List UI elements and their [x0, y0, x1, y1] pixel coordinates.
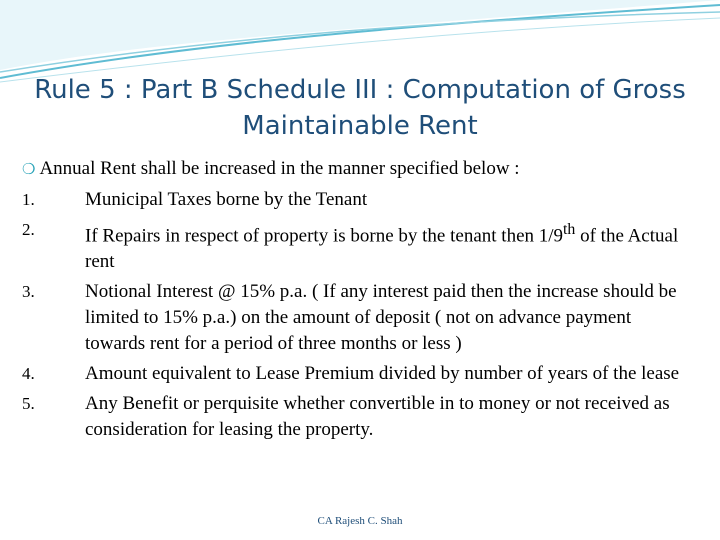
- list-item-number: 5.: [22, 394, 35, 414]
- list-item: [0, 187, 720, 213]
- list-item-number: 1.: [22, 190, 35, 209]
- intro-line: [22, 156, 702, 183]
- slide-title: Rule 5 : Part B Schedule III : Computation of Gross Maintainable Rent: [34, 75, 686, 141]
- list-item: [0, 279, 720, 357]
- list-item-number: 2.: [22, 220, 35, 239]
- list-item-text: Municipal Taxes borne by the Tenant: [85, 189, 368, 210]
- footer-author: CA Rajesh C. Shah: [317, 515, 403, 527]
- list-item: [0, 361, 720, 387]
- list-item-number: 3.: [22, 282, 35, 302]
- numbered-list: [0, 187, 720, 447]
- list-item-text: Notional Interest @ 15% p.a. ( If any interest paid then the increase should be limited to 15% p.a.) on the amount of deposit ( not on advance payment towards rent for a period of three months or less ): [85, 281, 677, 355]
- list-item-text: Any Benefit or perquisite whether convertible in to money or not received as consideration for leasing the property.: [85, 393, 670, 441]
- list-item-text: If Repairs in respect of property is borne by the tenant then 1/9th of the Actual rent: [85, 221, 679, 273]
- list-item: [0, 391, 720, 443]
- list-item-number: 4.: [22, 364, 35, 384]
- intro-text: Annual Rent shall be increased in the manner specified below :: [39, 158, 520, 179]
- list-item: [0, 217, 720, 275]
- list-item-text: Amount equivalent to Lease Premium divided by number of years of the lease: [85, 363, 680, 385]
- circle-ring-bullet-icon: ❍: [22, 162, 36, 178]
